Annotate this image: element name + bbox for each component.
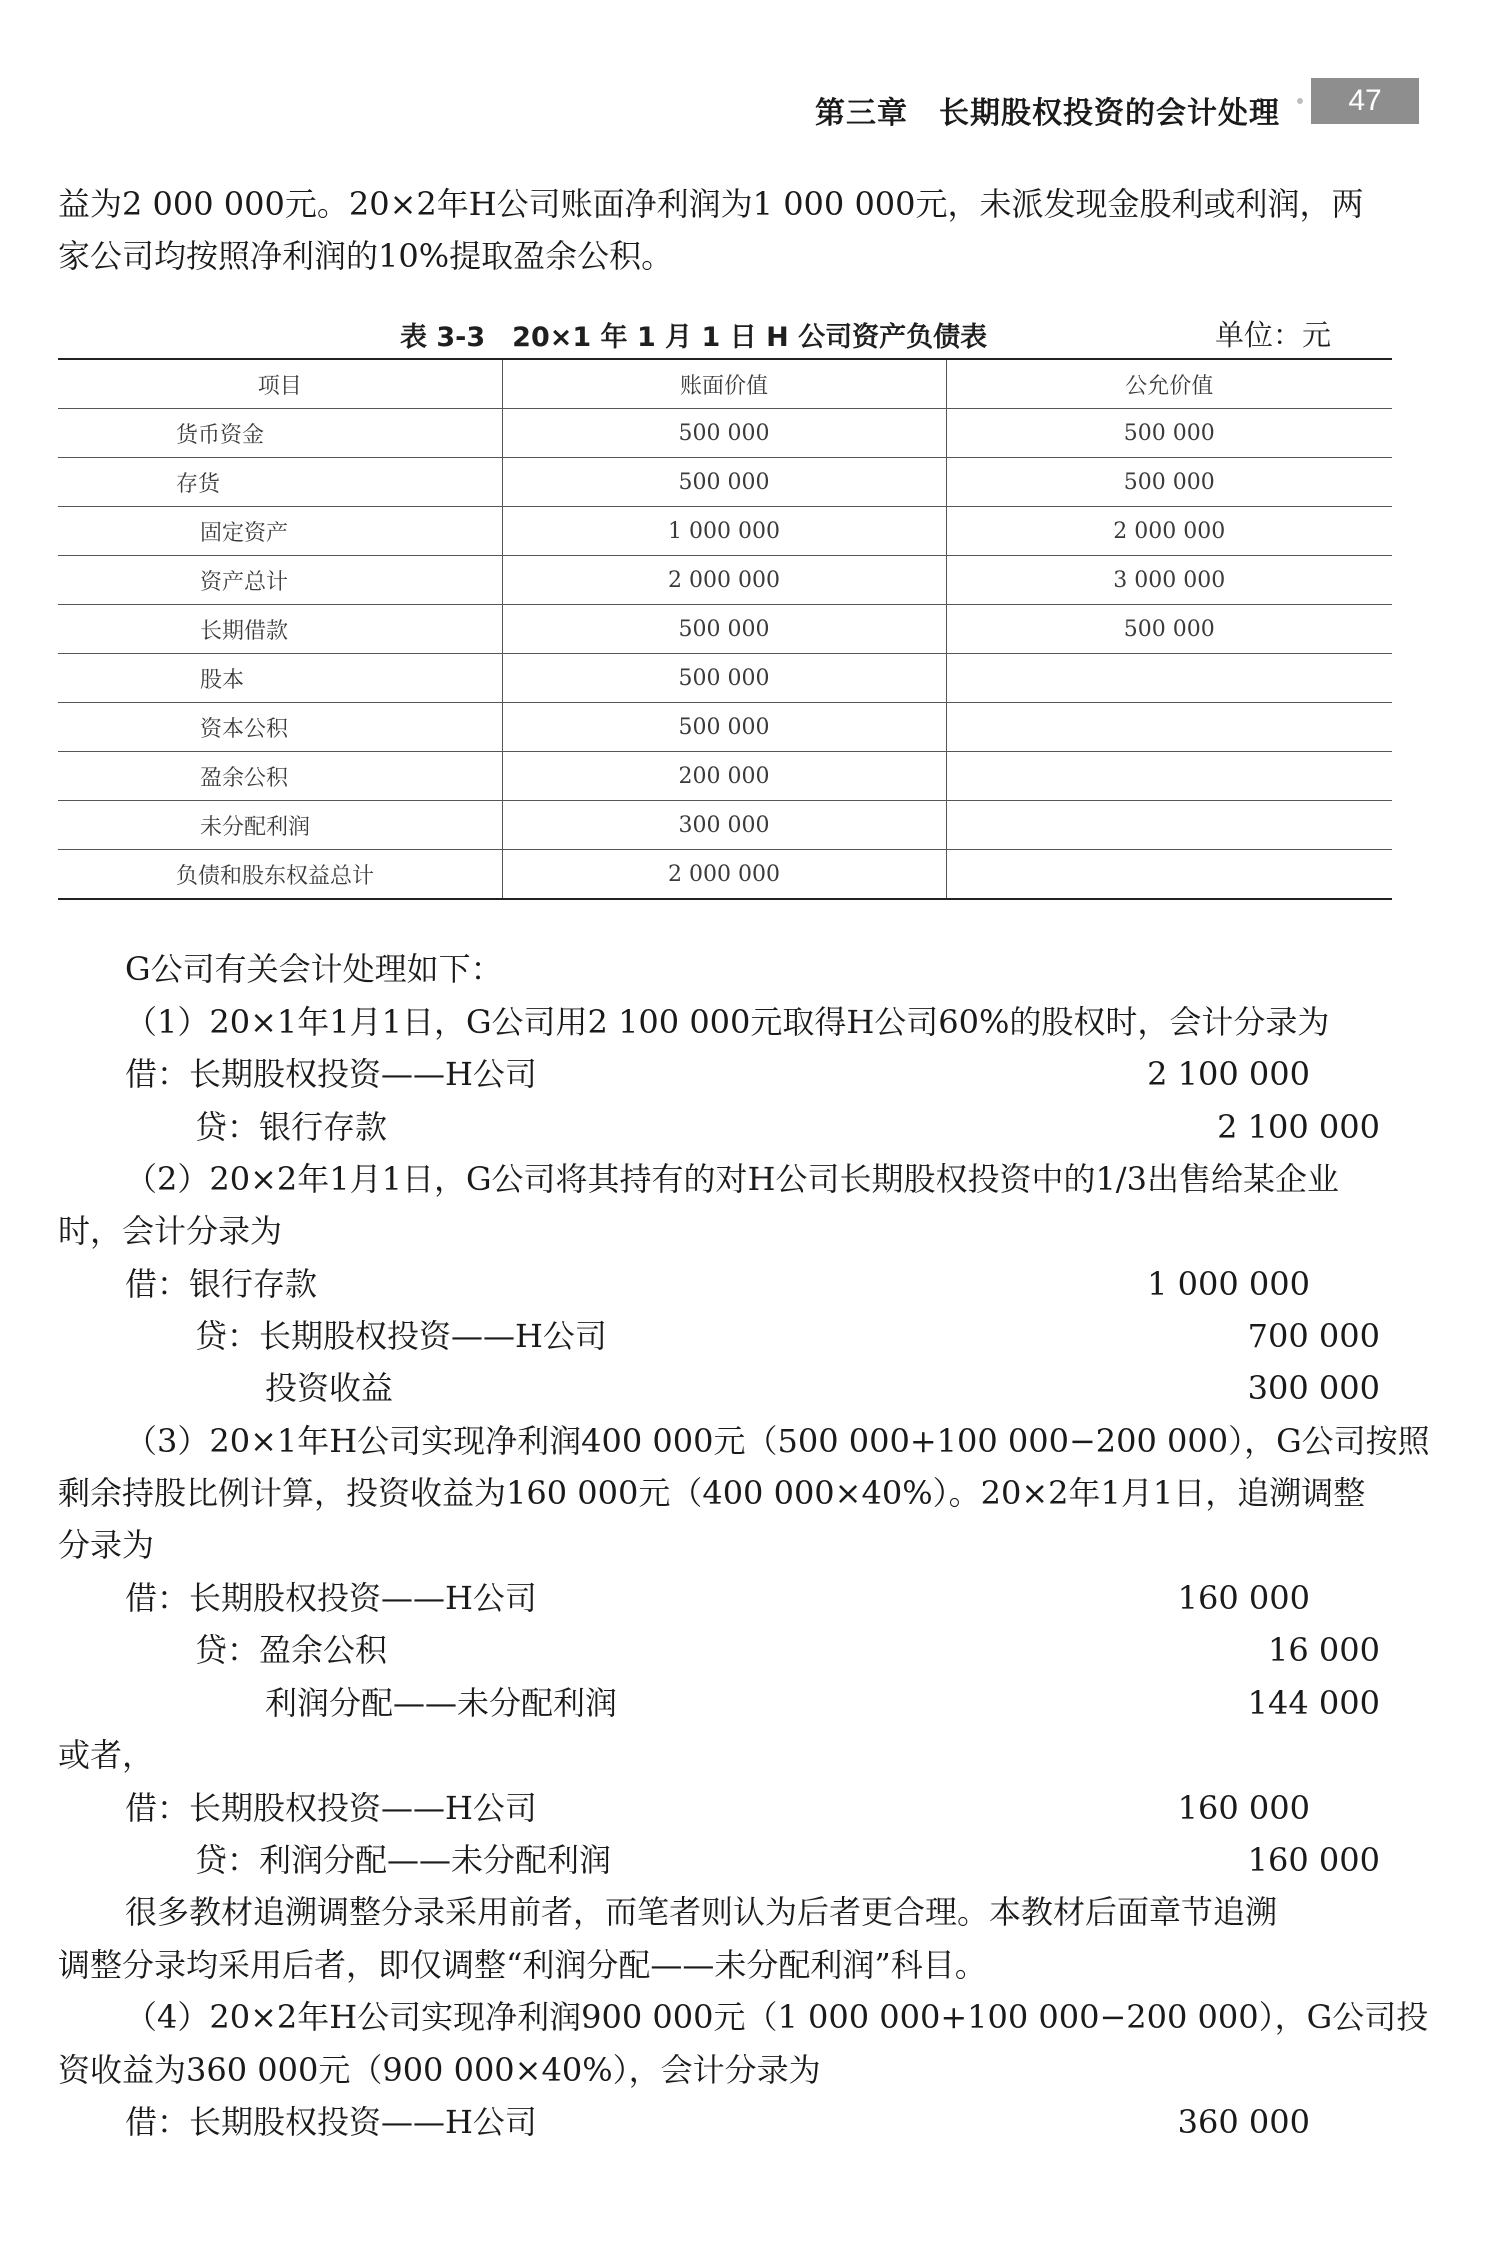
entry-3b-debit-label: 借：长期股权投资——H公司 <box>125 1789 537 1827</box>
row-item: 固定资产 <box>58 507 502 556</box>
entry-2-debit-amount: 1 000 000 <box>1147 1265 1310 1303</box>
entry-3-credit-amount: 16 000 <box>1268 1631 1380 1669</box>
entry-1-credit-label: 贷：银行存款 <box>195 1108 388 1146</box>
table-row <box>58 752 1392 801</box>
note-line-1: 很多教材追溯调整分录采用前者，而笔者则认为后者更合理。本教材后面章节追溯 <box>125 1893 1278 1931</box>
row-fair-value <box>946 703 1392 752</box>
row-book-value: 2 000 000 <box>502 850 946 900</box>
entry-2-credit-label: 贷：长期股权投资——H公司 <box>195 1317 607 1355</box>
row-fair-value: 500 000 <box>946 458 1392 507</box>
row-item: 长期借款 <box>58 605 502 654</box>
entry-1-debit-amount: 2 100 000 <box>1147 1055 1310 1093</box>
table-row <box>58 556 1392 605</box>
entry-3b-debit-amount: 160 000 <box>1177 1789 1310 1827</box>
row-item: 存货 <box>58 458 502 507</box>
section-1-text: （1）20×1年1月1日，G公司用2 100 000元取得H公司60%的股权时，会计分录为 <box>125 1003 1330 1041</box>
row-fair-value <box>946 850 1392 900</box>
intro-line-1: 益为2 000 000元。20×2年H公司账面净利润为1 000 000元，未派发现金股利或利润，两 <box>58 185 1364 223</box>
row-item: 资本公积 <box>58 703 502 752</box>
row-item: 负债和股东权益总计 <box>58 850 502 900</box>
row-book-value: 500 000 <box>502 703 946 752</box>
section-2-text-line-1: （2）20×2年1月1日，G公司将其持有的对H公司长期股权投资中的1/3出售给某企业 <box>125 1160 1339 1198</box>
table-row <box>58 850 1392 900</box>
row-fair-value <box>946 801 1392 850</box>
row-book-value: 500 000 <box>502 409 946 458</box>
entry-3-debit-label: 借：长期股权投资——H公司 <box>125 1579 537 1617</box>
note-line-2: 调整分录均采用后者，即仅调整“利润分配——未分配利润”科目。 <box>58 1946 987 1984</box>
row-fair-value: 500 000 <box>946 409 1392 458</box>
row-book-value: 500 000 <box>502 458 946 507</box>
table-row <box>58 605 1392 654</box>
section-4-text-line-2: 资收益为360 000元（900 000×40%），会计分录为 <box>58 2051 821 2089</box>
section-3-text-line-2: 剩余持股比例计算，投资收益为160 000元（400 000×40%）。20×2年1月1日，追溯调整 <box>58 1474 1366 1512</box>
row-item: 资产总计 <box>58 556 502 605</box>
row-item: 盈余公积 <box>58 752 502 801</box>
header-dot-mark <box>1297 98 1303 104</box>
entry-3b-credit-label: 贷：利润分配——未分配利润 <box>195 1841 612 1879</box>
page-number: 47 <box>1311 78 1419 124</box>
header-fair-value: 公允价值 <box>946 359 1392 409</box>
entry-3-credit-2-amount: 144 000 <box>1247 1684 1380 1722</box>
row-fair-value <box>946 752 1392 801</box>
row-book-value: 1 000 000 <box>502 507 946 556</box>
header-item: 项目 <box>58 359 502 409</box>
table-unit: 单位：元 <box>1215 318 1332 352</box>
row-item: 货币资金 <box>58 409 502 458</box>
table-caption: 表 3-3 20×1 年 1 月 1 日 H 公司资产负债表 <box>400 322 988 353</box>
entry-4-debit-label: 借：长期股权投资——H公司 <box>125 2103 537 2141</box>
entry-3-credit-2-label: 利润分配——未分配利润 <box>265 1684 618 1722</box>
row-book-value: 300 000 <box>502 801 946 850</box>
table-header-row <box>58 359 1392 409</box>
row-book-value: 2 000 000 <box>502 556 946 605</box>
table-row <box>58 703 1392 752</box>
row-fair-value <box>946 654 1392 703</box>
row-book-value: 500 000 <box>502 654 946 703</box>
table-row <box>58 458 1392 507</box>
entry-3b-credit-amount: 160 000 <box>1247 1841 1380 1879</box>
entry-2-credit-2-amount: 300 000 <box>1247 1369 1380 1407</box>
entry-4-debit-amount: 360 000 <box>1177 2103 1310 2141</box>
balance-sheet-table <box>58 358 1392 900</box>
table-row <box>58 409 1392 458</box>
running-header: 第三章 长期股权投资的会计处理 <box>815 96 1280 131</box>
row-book-value: 500 000 <box>502 605 946 654</box>
section-3-text-line-3: 分录为 <box>58 1526 155 1564</box>
section-4-text-line-1: （4）20×2年H公司实现净利润900 000元（1 000 000+100 000−200 000），G公司投 <box>125 1998 1429 2036</box>
entry-1-debit-label: 借：长期股权投资——H公司 <box>125 1055 537 1093</box>
entry-3-credit-label: 贷：盈余公积 <box>195 1631 388 1669</box>
header-book-value: 账面价值 <box>502 359 946 409</box>
table-row <box>58 507 1392 556</box>
entry-2-credit-2-label: 投资收益 <box>265 1369 394 1407</box>
entry-3-debit-amount: 160 000 <box>1177 1579 1310 1617</box>
entry-2-credit-amount: 700 000 <box>1247 1317 1380 1355</box>
intro-line-2: 家公司均按照净利润的10%提取盈余公积。 <box>58 237 674 275</box>
section-2-text-line-2: 时，会计分录为 <box>58 1212 283 1250</box>
row-book-value: 200 000 <box>502 752 946 801</box>
section-3-text-line-1: （3）20×1年H公司实现净利润400 000元（500 000+100 000−200 000），G公司按照 <box>125 1422 1430 1460</box>
or-label: 或者， <box>58 1736 155 1774</box>
row-fair-value: 500 000 <box>946 605 1392 654</box>
entry-1-credit-amount: 2 100 000 <box>1217 1108 1380 1146</box>
row-fair-value: 2 000 000 <box>946 507 1392 556</box>
row-item: 未分配利润 <box>58 801 502 850</box>
entry-2-debit-label: 借：银行存款 <box>125 1265 318 1303</box>
row-fair-value: 3 000 000 <box>946 556 1392 605</box>
g-intro: G公司有关会计处理如下： <box>125 950 503 988</box>
table-row <box>58 654 1392 703</box>
row-item: 股本 <box>58 654 502 703</box>
table-row <box>58 801 1392 850</box>
